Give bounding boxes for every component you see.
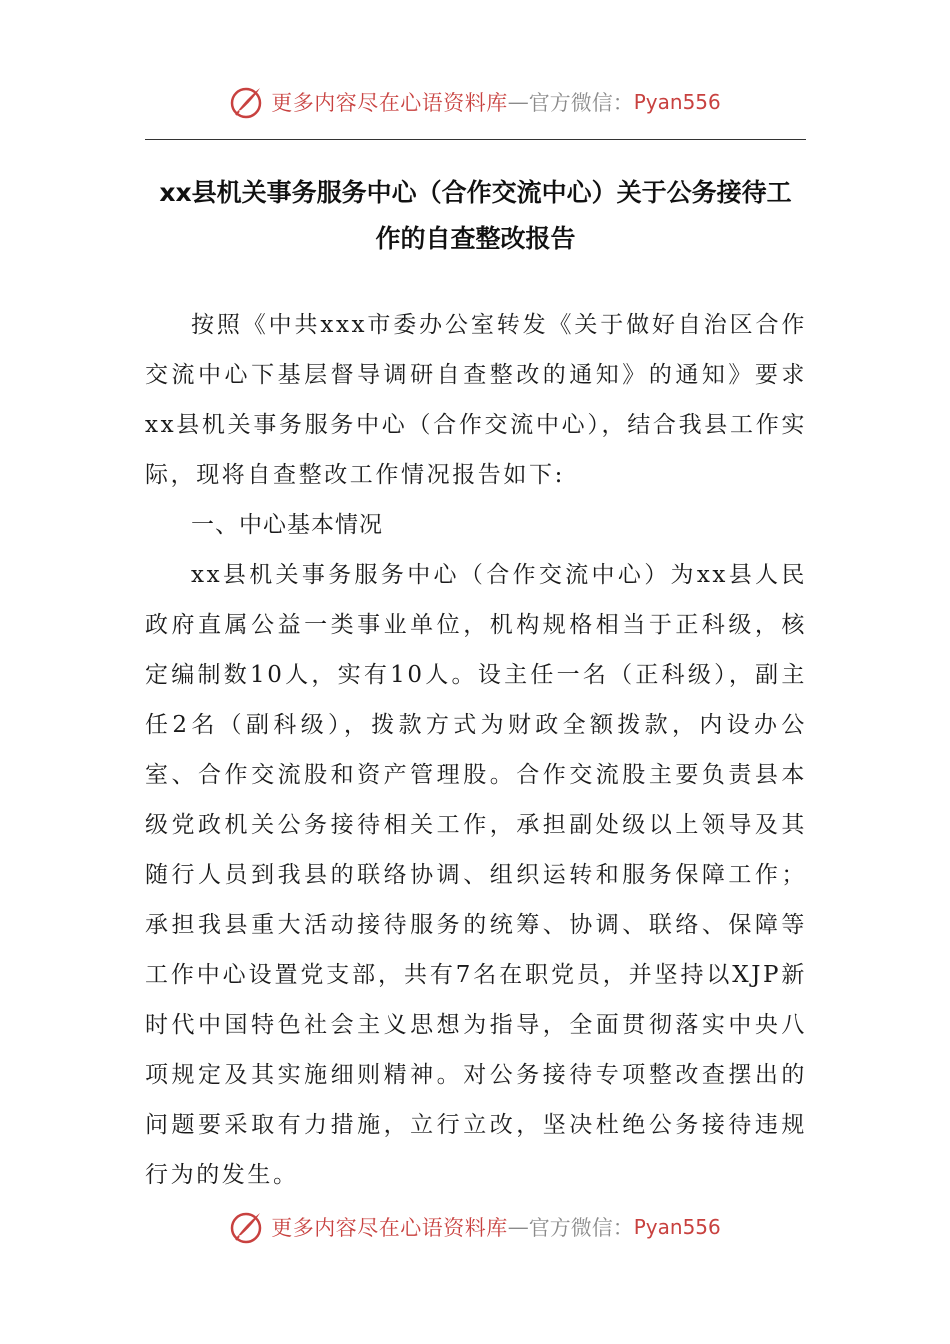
watermark-dash: — [507,90,529,114]
intro-paragraph: 按照《中共xxx市委办公室转发《关于做好自治区合作交流中心下基层督导调研自查整改的通知》的通知》要求xx县机关事务服务中心（合作交流中心），结合我县工作实际，现将自查整改工作情况报告如下: [145,312,807,488]
watermark-text: 更多内容尽在心语资料库 [271,1216,508,1240]
section-heading-1: 一、中心基本情况 [191,512,383,538]
watermark-label: 官方微信： [528,1216,634,1240]
title-line-2: 作的自查整改报告 [375,224,576,253]
document-title [145,170,806,262]
watermark-label: 官方微信： [528,91,634,115]
watermark-text: 更多内容尽在心语资料库 [271,91,508,115]
watermark-dash: — [507,1215,529,1239]
watermark-id: Pyan556 [633,90,721,114]
watermark-id: Pyan556 [633,1215,721,1239]
section-1-paragraph: xx县机关事务服务中心（合作交流中心）为xx县人民政府直属公益一类事业单位，机构规格相当于正科级，核定编制数10人，实有10人。设主任一名（正科级），副主任2名（副科级），拨款方式为财政全额拨款，内设办公室、合作交流股和资产管理股。合作交流股主要负责县本级党政机关公务接待相关工作，承担副处级以上领导及其随行人员到我县的联络协调、组织运转和服务保障工作；承担我县重大活动接待服务的统筹、协调、联络、保障等工作中心设置党支部，共有7名在职党员，并坚持以XJP新时代中国特色社会主义思想为指导，全面贯彻落实中央八项规定及其实施细则精神。对公务接待专项整改查摆出的问题要采取有力措施，立行立改，坚决杜绝公务接待违规行为的发生。 [145,562,807,1188]
title-line-1: xx县机关事务服务中心（合作交流中心）关于公务接待工 [159,178,792,207]
quill-logo-icon [229,84,265,120]
header-divider [145,139,806,140]
watermark-header [0,84,950,120]
quill-logo-icon [229,1209,265,1245]
document-body [145,300,807,1200]
watermark-footer [0,1209,950,1245]
